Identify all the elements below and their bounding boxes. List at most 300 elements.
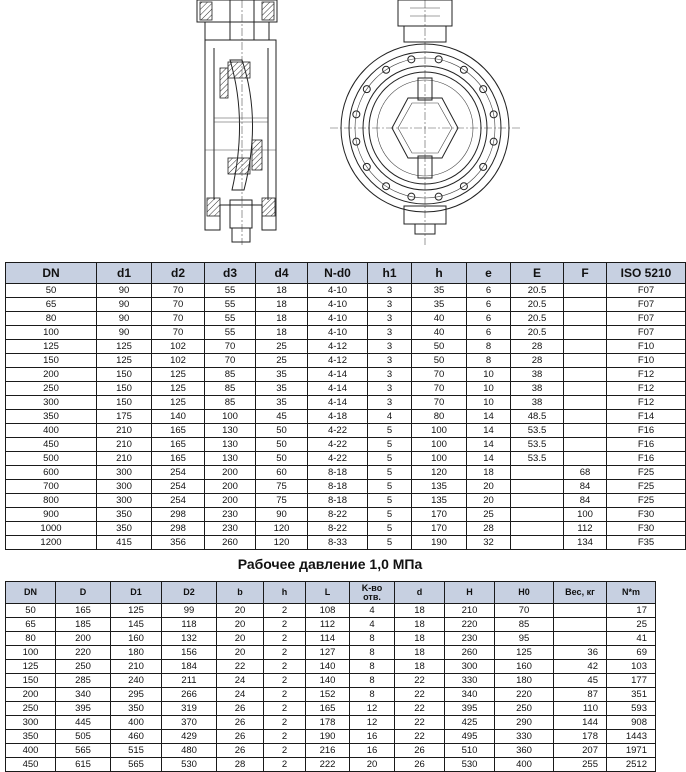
table-cell: 210 (97, 424, 152, 438)
table-cell: 350 (97, 508, 152, 522)
table-cell: 593 (607, 702, 656, 716)
table-cell: 4-10 (308, 284, 368, 298)
table-cell: 395 (56, 702, 111, 716)
table-cell: 65 (6, 298, 97, 312)
column-header: ISO 5210 (607, 263, 686, 284)
table-cell: 150 (97, 396, 152, 410)
table-cell: 53.5 (511, 424, 564, 438)
table-cell: 70 (205, 354, 256, 368)
table-cell: 175 (97, 410, 152, 424)
table-cell: 250 (495, 702, 554, 716)
dimensions-table (5, 262, 686, 550)
table-row (6, 438, 686, 452)
table-cell: 14 (467, 438, 511, 452)
table-cell: 350 (111, 702, 162, 716)
table-cell: 260 (205, 536, 256, 550)
table-cell: 298 (152, 508, 205, 522)
table-cell: 84 (564, 480, 607, 494)
table-cell: 500 (6, 452, 97, 466)
table-row (6, 730, 656, 744)
table-cell: 50 (412, 354, 467, 368)
table-cell: 200 (205, 466, 256, 480)
table-cell: 220 (445, 618, 495, 632)
table-cell: 3 (368, 382, 412, 396)
column-header: H0 (495, 582, 554, 604)
table-cell: 8-18 (308, 466, 368, 480)
table-cell: 220 (56, 646, 111, 660)
table-cell: 100 (412, 452, 467, 466)
table-cell: F12 (607, 396, 686, 410)
table-cell (511, 466, 564, 480)
table-cell: 200 (205, 480, 256, 494)
table-cell: 4-12 (308, 354, 368, 368)
table-cell: 125 (495, 646, 554, 660)
table-cell: F07 (607, 326, 686, 340)
table-cell: 5 (368, 438, 412, 452)
table-cell: 6 (467, 298, 511, 312)
table-cell: 10 (467, 382, 511, 396)
table-cell: 70 (152, 312, 205, 326)
table-cell: 400 (6, 424, 97, 438)
table-cell: 3 (368, 326, 412, 340)
table-cell: 70 (495, 604, 554, 618)
table-cell: 8 (350, 646, 395, 660)
table-cell: 40 (412, 312, 467, 326)
table-cell: 510 (445, 744, 495, 758)
table-cell: 4 (368, 410, 412, 424)
table-cell: 55 (205, 284, 256, 298)
table-cell: 35 (256, 382, 308, 396)
table-cell: 4-22 (308, 452, 368, 466)
table-cell: 340 (445, 688, 495, 702)
column-header: e (467, 263, 511, 284)
table-cell: 130 (205, 438, 256, 452)
table-row (6, 494, 686, 508)
column-header: h (412, 263, 467, 284)
column-header: DN (6, 582, 56, 604)
table-cell: 26 (395, 744, 445, 758)
table-cell: 300 (6, 396, 97, 410)
table-cell: 165 (152, 438, 205, 452)
table-cell: 350 (6, 410, 97, 424)
table-header-row (6, 582, 656, 604)
table-cell: 20 (217, 632, 264, 646)
table-cell: 3 (368, 312, 412, 326)
table-cell: 165 (152, 424, 205, 438)
table-row (6, 298, 686, 312)
table-cell: 180 (111, 646, 162, 660)
table-cell: 100 (564, 508, 607, 522)
table-cell: 240 (111, 674, 162, 688)
table-cell: 356 (152, 536, 205, 550)
table-cell: 18 (395, 618, 445, 632)
table-cell (554, 632, 607, 646)
table-cell: 2 (264, 688, 306, 702)
table-cell: 130 (205, 424, 256, 438)
table-cell: 450 (6, 438, 97, 452)
table-cell: 700 (6, 480, 97, 494)
table-cell: 165 (306, 702, 350, 716)
table-cell: 4-22 (308, 438, 368, 452)
table-cell: 200 (205, 494, 256, 508)
table-cell: 45 (256, 410, 308, 424)
table-cell: 125 (111, 604, 162, 618)
table-cell: 425 (445, 716, 495, 730)
table-cell: F30 (607, 508, 686, 522)
table-cell: 112 (564, 522, 607, 536)
table-cell: F10 (607, 340, 686, 354)
table-row (6, 340, 686, 354)
table-cell: 20.5 (511, 312, 564, 326)
table-cell: 50 (256, 452, 308, 466)
table-cell: 400 (6, 744, 56, 758)
table-row (6, 522, 686, 536)
table-cell: 152 (306, 688, 350, 702)
table-cell (511, 480, 564, 494)
table-cell: 1971 (607, 744, 656, 758)
table-cell: 20.5 (511, 298, 564, 312)
table-cell: 35 (256, 368, 308, 382)
table-cell: 70 (152, 298, 205, 312)
table-cell: 18 (256, 284, 308, 298)
table-cell: 75 (256, 480, 308, 494)
table-row (6, 466, 686, 480)
table-cell: 18 (256, 312, 308, 326)
table-cell: 220 (495, 688, 554, 702)
table-cell: 85 (205, 368, 256, 382)
table-row (6, 618, 656, 632)
table-cell: 2 (264, 618, 306, 632)
table-cell: 130 (205, 452, 256, 466)
table-cell: 26 (217, 702, 264, 716)
table-cell: 178 (554, 730, 607, 744)
table-cell: 18 (256, 298, 308, 312)
table-cell: 80 (6, 312, 97, 326)
table-cell: 18 (395, 632, 445, 646)
column-header: d3 (205, 263, 256, 284)
table-cell: F07 (607, 312, 686, 326)
table-cell: 42 (554, 660, 607, 674)
table-cell: F07 (607, 284, 686, 298)
table-cell: 84 (564, 494, 607, 508)
table-cell (564, 298, 607, 312)
table-cell: 12 (350, 716, 395, 730)
table-cell: 85 (205, 382, 256, 396)
table-cell: 100 (6, 646, 56, 660)
table-cell: 600 (6, 466, 97, 480)
table-cell: 178 (306, 716, 350, 730)
column-header: E (511, 263, 564, 284)
table-cell: 100 (205, 410, 256, 424)
table-cell: 70 (205, 340, 256, 354)
table-cell: 300 (445, 660, 495, 674)
table-cell: 18 (395, 660, 445, 674)
table-cell: F25 (607, 466, 686, 480)
table-row (6, 702, 656, 716)
table-cell: 100 (412, 438, 467, 452)
table-cell: 8 (350, 674, 395, 688)
table-cell: 25 (467, 508, 511, 522)
table-cell: F10 (607, 354, 686, 368)
table-cell: 22 (395, 688, 445, 702)
table-cell: 5 (368, 508, 412, 522)
pressure-table (5, 581, 656, 772)
table-cell: 70 (412, 396, 467, 410)
table-cell: 254 (152, 466, 205, 480)
table-cell: 180 (495, 674, 554, 688)
table-cell (564, 424, 607, 438)
table-cell: 1200 (6, 536, 97, 550)
table-cell (564, 312, 607, 326)
table-cell: F25 (607, 494, 686, 508)
table-cell: 16 (350, 730, 395, 744)
table-cell: 17 (607, 604, 656, 618)
table-cell: 38 (511, 382, 564, 396)
table-cell: 5 (368, 536, 412, 550)
table-cell: 150 (97, 368, 152, 382)
table-cell: 300 (97, 466, 152, 480)
column-header: DN (6, 263, 97, 284)
table-cell: 90 (256, 508, 308, 522)
table-cell: 5 (368, 424, 412, 438)
table-cell: 160 (111, 632, 162, 646)
table-cell: 5 (368, 452, 412, 466)
table-cell (564, 410, 607, 424)
table-row (6, 716, 656, 730)
table-cell: 10 (467, 396, 511, 410)
table-cell: 1000 (6, 522, 97, 536)
table-row (6, 382, 686, 396)
table-row (6, 410, 686, 424)
table-cell: 70 (152, 326, 205, 340)
table-cell: 144 (554, 716, 607, 730)
table-cell: 216 (306, 744, 350, 758)
column-header: F (564, 263, 607, 284)
table-cell: 99 (162, 604, 217, 618)
table-cell: 18 (467, 466, 511, 480)
table-cell: 35 (412, 298, 467, 312)
table-cell: 515 (111, 744, 162, 758)
table-cell: 28 (511, 354, 564, 368)
table-cell: 200 (6, 688, 56, 702)
table-cell: 4-14 (308, 382, 368, 396)
table-cell: 2512 (607, 758, 656, 772)
table-cell: 38 (511, 368, 564, 382)
table-cell: 118 (162, 618, 217, 632)
table-cell: 150 (97, 382, 152, 396)
table-cell: 145 (111, 618, 162, 632)
table-cell: 330 (495, 730, 554, 744)
table-cell: 400 (495, 758, 554, 772)
table-cell: 40 (412, 326, 467, 340)
table-cell: 8-33 (308, 536, 368, 550)
column-header: d1 (97, 263, 152, 284)
table-row (6, 660, 656, 674)
table-cell: 12 (350, 702, 395, 716)
table-cell: 8-22 (308, 522, 368, 536)
table-row (6, 424, 686, 438)
table-cell: 135 (412, 494, 467, 508)
table-cell (554, 618, 607, 632)
table-cell: 255 (554, 758, 607, 772)
table-cell: 18 (256, 326, 308, 340)
table-cell: 319 (162, 702, 217, 716)
table-cell: 125 (152, 382, 205, 396)
table-cell: 298 (152, 522, 205, 536)
table-cell: 2 (264, 716, 306, 730)
table-cell: 351 (607, 688, 656, 702)
table-cell: 908 (607, 716, 656, 730)
table-cell: F16 (607, 424, 686, 438)
table-cell: 222 (306, 758, 350, 772)
table-cell: 32 (467, 536, 511, 550)
table-cell: 4-22 (308, 424, 368, 438)
table-row (6, 744, 656, 758)
table-cell: 22 (217, 660, 264, 674)
table-cell: 1443 (607, 730, 656, 744)
table-cell: 210 (445, 604, 495, 618)
table-cell (511, 536, 564, 550)
table-cell: 565 (56, 744, 111, 758)
table-cell: 5 (368, 480, 412, 494)
table-cell: 5 (368, 494, 412, 508)
table-cell: 200 (6, 368, 97, 382)
table-cell: 200 (56, 632, 111, 646)
valve-drawings (0, 0, 660, 255)
table-cell: 6 (467, 284, 511, 298)
table-cell: F12 (607, 368, 686, 382)
table-cell: 20.5 (511, 326, 564, 340)
table-cell: 207 (554, 744, 607, 758)
table-cell: F12 (607, 382, 686, 396)
table-cell: 53.5 (511, 452, 564, 466)
table-cell: 5 (368, 466, 412, 480)
table-cell: 615 (56, 758, 111, 772)
table-cell: 140 (306, 660, 350, 674)
table-cell: 3 (368, 354, 412, 368)
table-cell: 4 (350, 604, 395, 618)
table-row (6, 354, 686, 368)
table-cell: 4-10 (308, 298, 368, 312)
table-cell: 150 (6, 354, 97, 368)
table-cell (554, 604, 607, 618)
table-cell: 295 (111, 688, 162, 702)
table-cell: 125 (97, 354, 152, 368)
table-cell: 6 (467, 312, 511, 326)
table-cell: 3 (368, 340, 412, 354)
table-cell: 2 (264, 702, 306, 716)
table-cell: 102 (152, 340, 205, 354)
table-cell: 95 (495, 632, 554, 646)
table-cell (564, 382, 607, 396)
column-header: h (264, 582, 306, 604)
table-cell: 140 (152, 410, 205, 424)
table-cell: 250 (56, 660, 111, 674)
table-cell: 90 (97, 312, 152, 326)
table-row (6, 646, 656, 660)
table-header-row (6, 263, 686, 284)
table-cell: 4-10 (308, 312, 368, 326)
table-cell: 60 (256, 466, 308, 480)
table-cell: 20 (217, 646, 264, 660)
column-header: d (395, 582, 445, 604)
table-row (6, 284, 686, 298)
table-cell: 480 (162, 744, 217, 758)
table-cell: 415 (97, 536, 152, 550)
table-cell: 134 (564, 536, 607, 550)
table-cell: 3 (368, 396, 412, 410)
table-cell: 125 (97, 340, 152, 354)
table-cell: 85 (205, 396, 256, 410)
pressure-subtitle: Рабочее давление 1,0 МПа (237, 556, 423, 572)
table-cell: 8 (467, 340, 511, 354)
table-cell: 53.5 (511, 438, 564, 452)
column-header: D (56, 582, 111, 604)
table-cell: 156 (162, 646, 217, 660)
table-cell: 10 (467, 368, 511, 382)
table-cell: 80 (6, 632, 56, 646)
table-cell: 120 (256, 536, 308, 550)
table-cell: 22 (395, 716, 445, 730)
table-cell: 127 (306, 646, 350, 660)
table-cell: 530 (445, 758, 495, 772)
column-header: K-во отв. (350, 582, 395, 604)
table-cell: 2 (264, 674, 306, 688)
table-cell: 135 (412, 480, 467, 494)
table-cell (564, 326, 607, 340)
table-cell: 230 (205, 508, 256, 522)
table-row (6, 508, 686, 522)
table-cell: 505 (56, 730, 111, 744)
table-cell: 65 (6, 618, 56, 632)
table-cell: 20 (467, 480, 511, 494)
table-cell (564, 284, 607, 298)
table-cell: F25 (607, 480, 686, 494)
table-row (6, 452, 686, 466)
table-cell: 210 (97, 438, 152, 452)
table-cell: 210 (97, 452, 152, 466)
table-cell: 18 (395, 604, 445, 618)
table-cell: 450 (6, 758, 56, 772)
table-cell: 445 (56, 716, 111, 730)
table-cell: 26 (217, 744, 264, 758)
table-cell: 114 (306, 632, 350, 646)
table-cell: 14 (467, 424, 511, 438)
table-cell: 4-12 (308, 340, 368, 354)
table-cell: 360 (495, 744, 554, 758)
column-header: H (445, 582, 495, 604)
table-cell: 190 (306, 730, 350, 744)
table-cell: 185 (56, 618, 111, 632)
table-cell: 28 (217, 758, 264, 772)
table-cell: 8-18 (308, 494, 368, 508)
table-cell (564, 396, 607, 410)
table-cell: 165 (56, 604, 111, 618)
table-cell: 6 (467, 326, 511, 340)
table-cell: 260 (445, 646, 495, 660)
table-cell: 70 (412, 368, 467, 382)
table-cell (511, 522, 564, 536)
table-cell: 22 (395, 702, 445, 716)
table-cell: 460 (111, 730, 162, 744)
table-cell: 266 (162, 688, 217, 702)
table-row (6, 396, 686, 410)
table-cell: 90 (97, 284, 152, 298)
table-cell: 800 (6, 494, 97, 508)
table-cell: 300 (97, 494, 152, 508)
table-cell: 90 (97, 298, 152, 312)
table-cell: 8-22 (308, 508, 368, 522)
